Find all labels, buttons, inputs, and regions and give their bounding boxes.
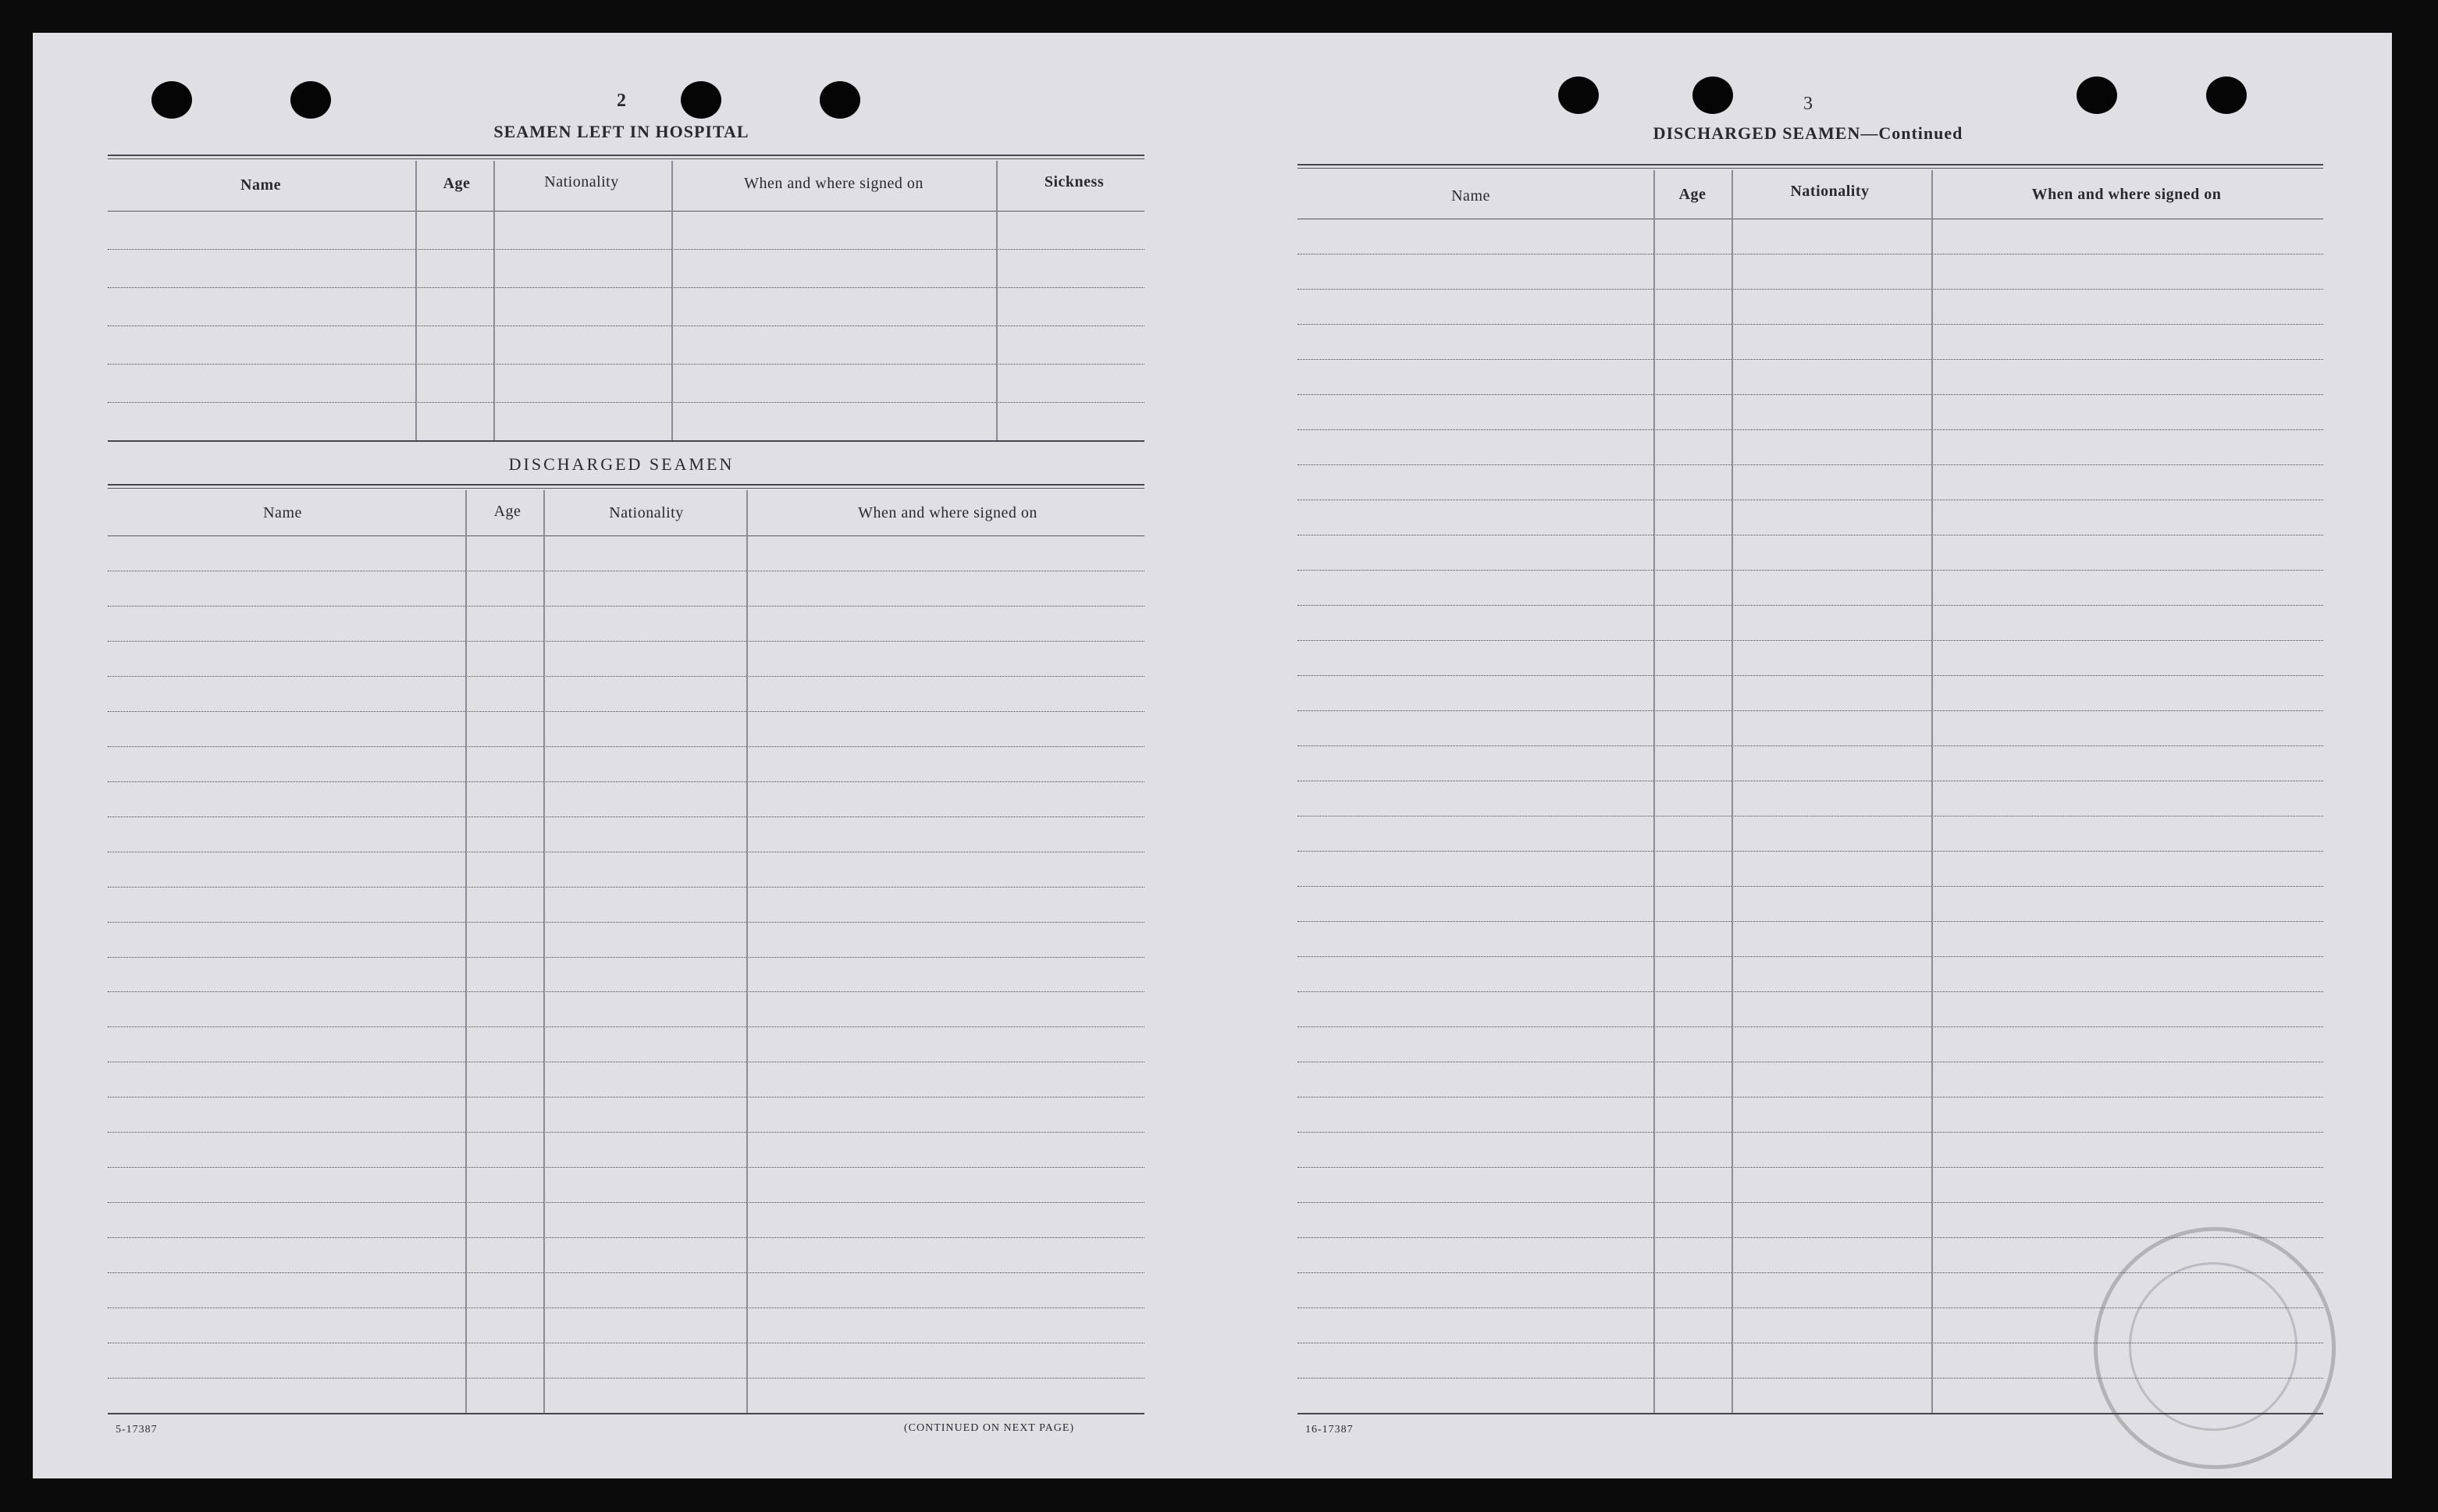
punch-hole-icon: [1558, 76, 1599, 114]
table-bottom-rule: [108, 1413, 1144, 1414]
table-row-rule: [1297, 464, 2323, 466]
table-row-rule: [108, 364, 1144, 365]
table-row-rule: [1297, 1132, 2323, 1133]
table-row-rule: [1297, 816, 2323, 817]
table-row-rule: [108, 1202, 1144, 1204]
table-row-rule: [108, 957, 1144, 959]
table-column-rule: [543, 490, 545, 1413]
punch-hole-icon: [1692, 76, 1733, 114]
table-row-rule: [1297, 359, 2323, 361]
table-row-rule: [108, 1097, 1144, 1098]
punch-hole-icon: [151, 81, 192, 119]
table-row-rule: [108, 1062, 1144, 1063]
table-column-rule: [671, 161, 673, 440]
table-row-rule: [1297, 1202, 2323, 1204]
table-row-rule: [108, 1026, 1144, 1028]
form-number-right: 16-17387: [1305, 1424, 1354, 1436]
table-row-rule: [1297, 570, 2323, 571]
table-header-rule: [108, 211, 1144, 212]
table-row-rule: [108, 1307, 1144, 1309]
postal-stamp-inner-icon: [2129, 1262, 2297, 1431]
table-row-rule: [108, 1343, 1144, 1344]
table-row-rule: [108, 402, 1144, 404]
table-row-rule: [108, 781, 1144, 783]
table-row-rule: [1297, 956, 2323, 958]
table-column-rule: [746, 490, 748, 1413]
table-top-rule-inner: [108, 488, 1144, 489]
table-column-rule: [1653, 170, 1655, 1413]
table-row-rule: [108, 746, 1144, 748]
table-row-rule: [1297, 675, 2323, 677]
table-top-rule-inner: [108, 158, 1144, 159]
table-row-rule: [108, 887, 1144, 888]
table-row-rule: [1297, 254, 2323, 255]
punch-hole-icon: [290, 81, 331, 119]
table-row-rule: [1297, 535, 2323, 536]
table-row-rule: [108, 1167, 1144, 1169]
punch-hole-icon: [2206, 76, 2247, 114]
right-col-nationality: Nationality: [1790, 183, 1870, 200]
table-row-rule: [108, 991, 1144, 993]
table-column-rule: [1931, 170, 1933, 1413]
table-column-rule: [415, 161, 417, 440]
table-row-rule: [1297, 605, 2323, 607]
punch-hole-icon: [681, 81, 721, 119]
right-col-name: Name: [1451, 187, 1490, 205]
ledger-sheet: [33, 33, 2392, 1478]
punch-hole-icon: [820, 81, 860, 119]
table-row-rule: [108, 711, 1144, 713]
table-top-rule: [108, 155, 1144, 156]
form-number-left: 5-17387: [116, 1424, 158, 1436]
table-column-rule: [465, 490, 467, 1413]
table-row-rule: [1297, 394, 2323, 396]
hospital-section-title: SEAMEN LEFT IN HOSPITAL: [493, 122, 749, 141]
table-row-rule: [108, 852, 1144, 853]
continued-note: (CONTINUED ON NEXT PAGE): [904, 1422, 1075, 1434]
table-row-rule: [108, 641, 1144, 642]
punch-hole-icon: [2077, 76, 2117, 114]
hospital-col-signed-on: When and where signed on: [744, 175, 924, 192]
table-row-rule: [1297, 500, 2323, 501]
table-top-rule: [108, 484, 1144, 486]
table-row-rule: [108, 676, 1144, 678]
discharged-col-age: Age: [493, 503, 521, 520]
right-col-signed-on: When and where signed on: [2031, 186, 2222, 203]
table-row-rule: [1297, 289, 2323, 290]
table-column-rule: [493, 161, 495, 440]
hospital-col-nationality: Nationality: [544, 173, 619, 190]
table-column-rule: [1732, 170, 1733, 1413]
table-row-rule: [1297, 324, 2323, 326]
hospital-col-name: Name: [240, 176, 281, 194]
table-row-rule: [1297, 1062, 2323, 1063]
right-col-age: Age: [1678, 186, 1707, 203]
table-bottom-rule: [108, 440, 1144, 442]
table-row-rule: [1297, 640, 2323, 642]
table-row-rule: [1297, 1097, 2323, 1098]
table-row-rule: [108, 816, 1144, 818]
discharged-col-name: Name: [263, 504, 302, 521]
table-row-rule: [1297, 745, 2323, 747]
table-row-rule: [108, 287, 1144, 289]
table-row-rule: [108, 326, 1144, 327]
discharged-section-title: DISCHARGED SEAMEN: [508, 454, 735, 474]
table-row-rule: [1297, 781, 2323, 782]
table-row-rule: [1297, 886, 2323, 888]
table-top-rule: [1297, 164, 2323, 165]
discharged-col-nationality: Nationality: [609, 504, 684, 521]
table-row-rule: [1297, 851, 2323, 852]
table-row-rule: [108, 249, 1144, 251]
table-row-rule: [108, 1272, 1144, 1274]
discharged-col-signed-on: When and where signed on: [858, 504, 1037, 521]
discharged-continued-title: DISCHARGED SEAMEN—Continued: [1653, 123, 1963, 143]
page-number-right: 3: [1803, 94, 1813, 114]
table-row-rule: [108, 1132, 1144, 1133]
table-row-rule: [108, 606, 1144, 607]
table-header-rule: [108, 535, 1144, 536]
table-row-rule: [108, 1237, 1144, 1239]
table-row-rule: [1297, 1167, 2323, 1169]
table-row-rule: [1297, 710, 2323, 712]
page-number-left: 2: [617, 91, 626, 111]
table-row-rule: [1297, 991, 2323, 993]
table-row-rule: [1297, 429, 2323, 431]
postal-stamp-icon: [2094, 1227, 2336, 1469]
hospital-col-sickness: Sickness: [1044, 173, 1105, 190]
hospital-col-age: Age: [443, 175, 471, 192]
table-row-rule: [1297, 921, 2323, 923]
table-row-rule: [108, 922, 1144, 923]
table-row-rule: [108, 571, 1144, 572]
table-row-rule: [108, 1378, 1144, 1379]
table-row-rule: [1297, 1026, 2323, 1028]
table-column-rule: [996, 161, 998, 440]
table-top-rule-inner: [1297, 168, 2323, 169]
